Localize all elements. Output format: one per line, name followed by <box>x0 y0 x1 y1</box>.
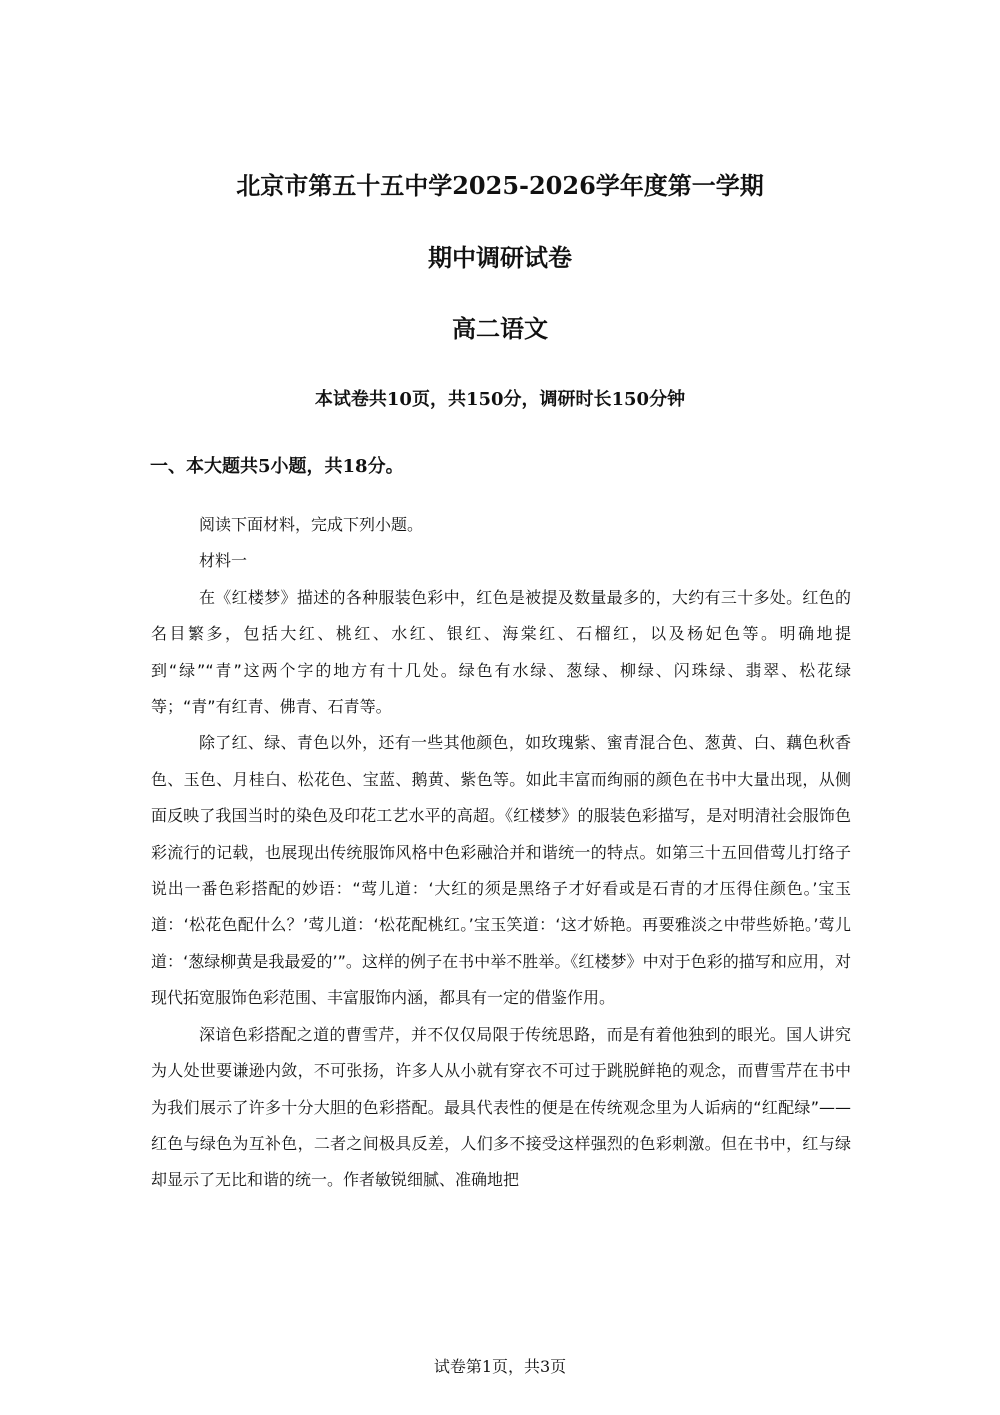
material-paragraph: 深谙色彩搭配之道的曹雪芹，并不仅仅局限于传统思路，而是有着他独到的眼光。国人讲究为人处世要谦逊内敛，不可张扬，许多人从小就有穿衣不可过于跳脱鲜艳的观念，而曹雪芹在书中为我们展示了许多十分大胆的色彩搭配。最具代表性的便是在传统观念里为人诟病的“红配绿”——红色与绿色为互补色，二者之间极具反差，人们多不接受这样强烈的色彩刺激。但在书中，红与绿却显示了无比和谐的统一。作者敏锐细腻、准确地把 <box>151 1024 851 1190</box>
material-paragraph: 在《红楼梦》描述的各种服装色彩中，红色是被提及数量最多的，大约有三十多处。红色的名目繁多，包括大红、桃红、水红、银红、海棠红、石榴红，以及杨妃色等。明确地提到“绿”“青”这两个字的地方有十几处。绿色有水绿、葱绿、柳绿、闪珠绿、翡翠、松花绿等；“青”有红青、佛青、石青等。 <box>151 587 851 717</box>
instruction-text: 阅读下面材料，完成下列小题。 <box>199 515 424 534</box>
material-label: 材料一 <box>199 551 248 571</box>
exam-info: 本试卷共10页，共150分，调研时长150分钟 <box>314 389 686 410</box>
exam-title-subject: 高二语文 <box>452 314 548 343</box>
material-paragraph: 除了红、绿、青色以外，还有一些其他颜色，如玫瑰紫、蜜青混合色、葱黄、白、藕色秋香色、玉色、月桂白、松花色、宝蓝、鹅黄、紫色等。如此丰富而绚丽的颜色在书中大量出现，从侧面反映了我国当时的染色及印花工艺水平的高超。《红楼梦》的服装色彩描写，是对明清社会服饰色彩流行的记载，也展现出传统服饰风格中色彩融洽并和谐统一的特点。如第三十五回借莺儿打络子说出一番色彩搭配的妙语：“莺儿道：‘大红的须是黑络子才好看或是石青的才压得住颜色。’宝玉道：‘松花色配什么？’莺儿道：‘松花配桃红。’宝玉笑道：‘这才娇艳。再要雅淡之中带些娇艳。’莺儿道：‘葱绿柳黄是我最爱的’”。这样的例子在书中举不胜举。《红楼梦》中对于色彩的描写和应用，对现代拓宽服饰色彩范围、丰富服饰内涵，都具有一定的借鉴作用。 <box>151 733 851 1008</box>
exam-title-school-term: 北京市第五十五中学2025-2026学年度第一学期 <box>236 171 764 200</box>
reading-material <box>151 507 851 1199</box>
exam-title-type: 期中调研试卷 <box>428 243 572 272</box>
page-footer: 试卷第1页，共3页 <box>433 1357 567 1376</box>
section-heading: 一、本大题共5小题，共18分。 <box>150 456 404 477</box>
